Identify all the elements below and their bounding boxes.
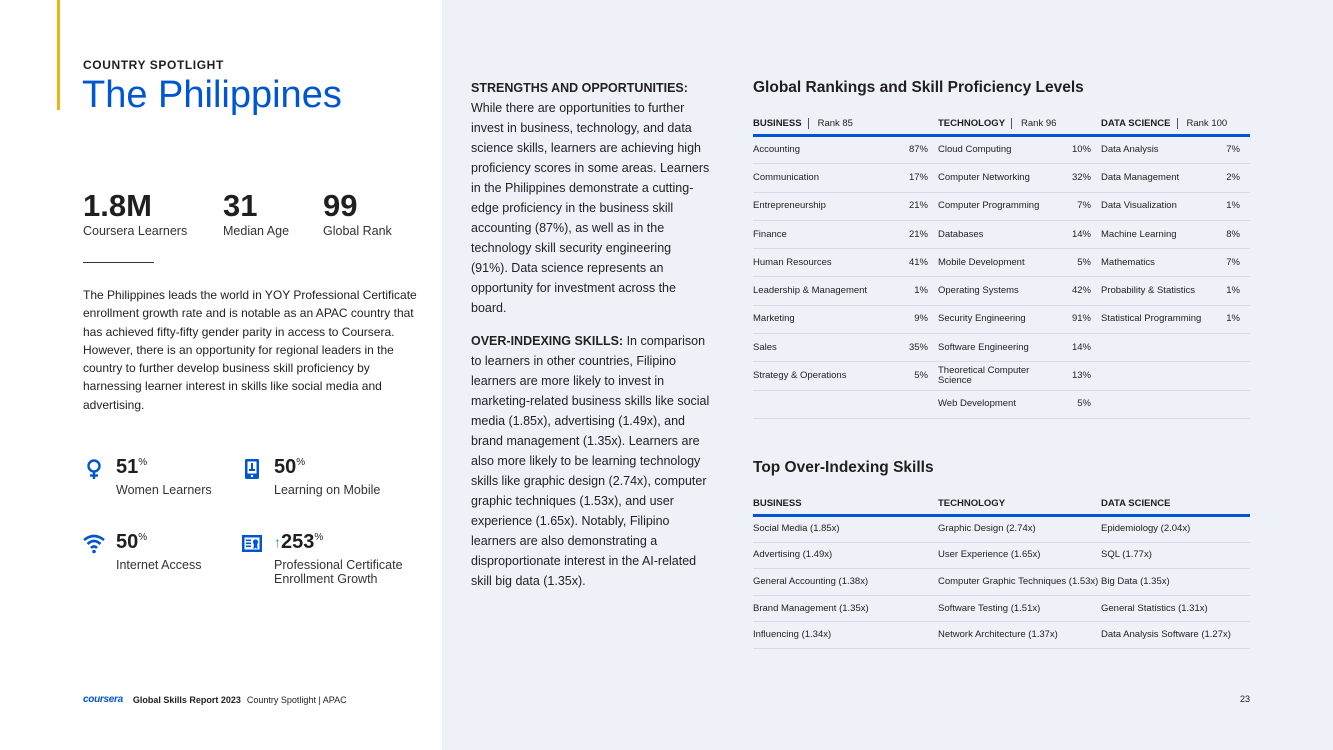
kpi-label: Women Learners bbox=[116, 483, 212, 497]
over-indexing-skill: General Accounting (1.38x) bbox=[753, 569, 938, 596]
over-indexing-skill: Social Media (1.85x) bbox=[753, 516, 938, 543]
over-indexing-skill: Network Architecture (1.37x) bbox=[938, 622, 1101, 649]
column-header: DATA SCIENCE bbox=[1101, 498, 1250, 516]
skill-name: Statistical Programming bbox=[1101, 305, 1221, 333]
female-icon bbox=[83, 458, 105, 480]
skill-proficiency: 91% bbox=[1053, 305, 1101, 333]
over-indexing-skill: Brand Management (1.35x) bbox=[753, 595, 938, 622]
column-rank: Rank 85 bbox=[808, 118, 853, 129]
skill-proficiency: 87% bbox=[883, 136, 938, 164]
certificate-icon bbox=[241, 533, 263, 555]
kpi-label: Learning on Mobile bbox=[274, 483, 381, 497]
intro-paragraph: The Philippines leads the world in YOY Professional Certificate enrollment growth rate and is notable as an APAC country that has achieved fifty-fifty gender parity in access to Coursera. However, there is an opportunity for regional leaders in the country to further develop business skill proficiency by harnessing learner interest in skills like social media and advertising. bbox=[83, 288, 417, 412]
table-row bbox=[753, 192, 1250, 220]
skill-name: Machine Learning bbox=[1101, 220, 1221, 248]
skill-name: Web Development bbox=[938, 390, 1053, 418]
table-header-row bbox=[753, 118, 1250, 136]
skill-name: Sales bbox=[753, 334, 883, 362]
table-row bbox=[753, 516, 1250, 543]
table-row bbox=[753, 569, 1250, 596]
skill-name: Mobile Development bbox=[938, 249, 1053, 277]
footer-report-title: Global Skills Report 2023 bbox=[132, 694, 241, 705]
column-header: BUSINESS bbox=[753, 498, 938, 516]
rankings-title: Global Rankings and Skill Proficiency Levels bbox=[753, 79, 1084, 96]
table-body bbox=[753, 516, 1250, 649]
skill-proficiency: 1% bbox=[1221, 277, 1250, 305]
skill-proficiency: 21% bbox=[883, 192, 938, 220]
table-row bbox=[753, 595, 1250, 622]
footer-section: Country Spotlight | APAC bbox=[246, 694, 347, 705]
column-name: BUSINESS bbox=[753, 118, 802, 129]
skill-name bbox=[1101, 390, 1221, 418]
skill-name: Operating Systems bbox=[938, 277, 1053, 305]
skill-name: Communication bbox=[753, 164, 883, 192]
column-header bbox=[1101, 118, 1250, 136]
skill-proficiency: 9% bbox=[883, 305, 938, 333]
over-indexing-skill: Influencing (1.34x) bbox=[753, 622, 938, 649]
table-row bbox=[753, 249, 1250, 277]
kpi-value: 50% bbox=[274, 456, 306, 478]
strengths-section bbox=[471, 78, 711, 318]
skill-proficiency: 5% bbox=[1053, 249, 1101, 277]
skill-proficiency bbox=[1221, 362, 1250, 390]
skill-proficiency: 10% bbox=[1053, 136, 1101, 164]
skill-proficiency: 5% bbox=[1053, 390, 1101, 418]
over-indexing-skill: SQL (1.77x) bbox=[1101, 542, 1250, 569]
skill-name bbox=[753, 390, 883, 418]
over-indexing-text: In comparison to learners in other countries, Filipino learners are more likely to invest in marketing-related business skills like social media (1.85x), advertising (1.49x), and brand management (1.35x). Learners are also more likely to be learning technology skills like graphic design (2.74x), computer graphic techniques (1.53x), and user experience (1.65x). Notably, Filipino learners are also demonstrating a disproportionate interest in the AI-related skill big data (1.35x). bbox=[471, 334, 710, 588]
skill-proficiency: 7% bbox=[1221, 136, 1250, 164]
skill-name: Data Management bbox=[1101, 164, 1221, 192]
skill-name: Finance bbox=[753, 220, 883, 248]
skill-proficiency: 7% bbox=[1053, 192, 1101, 220]
skill-proficiency: 41% bbox=[883, 249, 938, 277]
over-indexing-skill: General Statistics (1.31x) bbox=[1101, 595, 1250, 622]
skill-name: Strategy & Operations bbox=[753, 362, 883, 390]
skill-proficiency: 32% bbox=[1053, 164, 1101, 192]
skill-name: Data Analysis bbox=[1101, 136, 1221, 164]
skill-name: Leadership & Management bbox=[753, 277, 883, 305]
skill-proficiency: 7% bbox=[1221, 249, 1250, 277]
skill-name: Entrepreneurship bbox=[753, 192, 883, 220]
growth-arrow-icon: ↑ bbox=[274, 534, 281, 550]
stat-label: Global Rank bbox=[323, 224, 392, 238]
table-row bbox=[753, 362, 1250, 390]
accent-bar bbox=[57, 0, 60, 110]
skill-name: Computer Programming bbox=[938, 192, 1053, 220]
skill-proficiency: 8% bbox=[1221, 220, 1250, 248]
skill-proficiency: 1% bbox=[1221, 192, 1250, 220]
skill-name: Data Visualization bbox=[1101, 192, 1221, 220]
column-rank: Rank 96 bbox=[1011, 118, 1056, 129]
column-header bbox=[753, 118, 938, 136]
over-indexing-skill: Computer Graphic Techniques (1.53x) bbox=[938, 569, 1101, 596]
skill-proficiency: 35% bbox=[883, 334, 938, 362]
table-row bbox=[753, 220, 1250, 248]
stat-value: 99 bbox=[323, 188, 358, 223]
over-indexing-skill: User Experience (1.65x) bbox=[938, 542, 1101, 569]
table-row bbox=[753, 390, 1250, 418]
stat-value: 31 bbox=[223, 188, 258, 223]
stat-learners bbox=[83, 189, 187, 238]
skill-name: Databases bbox=[938, 220, 1053, 248]
skill-proficiency: 21% bbox=[883, 220, 938, 248]
wifi-icon bbox=[83, 533, 105, 555]
coursera-logo: coursera bbox=[83, 694, 123, 705]
kpi-value: ↑253% bbox=[274, 531, 324, 553]
skill-name: Computer Networking bbox=[938, 164, 1053, 192]
skill-proficiency: 14% bbox=[1053, 334, 1101, 362]
stat-label: Coursera Learners bbox=[83, 224, 188, 238]
skill-name: Software Engineering bbox=[938, 334, 1053, 362]
skill-proficiency: 14% bbox=[1053, 220, 1101, 248]
skill-proficiency: 1% bbox=[883, 277, 938, 305]
table-row bbox=[753, 164, 1250, 192]
skill-name bbox=[1101, 362, 1221, 390]
table-row bbox=[753, 542, 1250, 569]
page-number: 23 bbox=[1240, 694, 1251, 704]
skill-proficiency: 42% bbox=[1053, 277, 1101, 305]
over-indexing-skill: Epidemiology (2.04x) bbox=[1101, 516, 1250, 543]
kpi-label: Professional Certificate Enrollment Growth bbox=[274, 558, 403, 586]
table-row bbox=[753, 136, 1250, 164]
over-indexing-heading: OVER-INDEXING SKILLS: bbox=[471, 334, 624, 348]
over-indexing-skill: Graphic Design (2.74x) bbox=[938, 516, 1101, 543]
skill-name: Marketing bbox=[753, 305, 883, 333]
table-header-row bbox=[753, 498, 1250, 516]
stat-label: Median Age bbox=[223, 224, 290, 238]
stat-value: 1.8M bbox=[83, 188, 152, 223]
page-title: The Philippines bbox=[82, 74, 342, 116]
column-name: DATA SCIENCE bbox=[1101, 118, 1171, 129]
skill-proficiency: 2% bbox=[1221, 164, 1250, 192]
over-indexing-skill: Advertising (1.49x) bbox=[753, 542, 938, 569]
rankings-table bbox=[753, 118, 1250, 419]
eyebrow: COUNTRY SPOTLIGHT bbox=[83, 58, 224, 72]
stat-median-age bbox=[223, 189, 289, 238]
table-row bbox=[753, 277, 1250, 305]
table-body bbox=[753, 136, 1250, 419]
column-rank: Rank 100 bbox=[1177, 118, 1228, 129]
kpi-label: Internet Access bbox=[116, 558, 202, 572]
skill-name: Mathematics bbox=[1101, 249, 1221, 277]
strengths-heading: STRENGTHS AND OPPORTUNITIES: bbox=[471, 81, 688, 95]
skill-name: Human Resources bbox=[753, 249, 883, 277]
stat-global-rank bbox=[323, 189, 392, 238]
skill-name: Theoretical Computer Science bbox=[938, 362, 1053, 390]
body-text bbox=[471, 78, 711, 604]
skill-name: Accounting bbox=[753, 136, 883, 164]
table-row bbox=[753, 622, 1250, 649]
skill-name: Probability & Statistics bbox=[1101, 277, 1221, 305]
over-indexing-skill: Data Analysis Software (1.27x) bbox=[1101, 622, 1250, 649]
skill-proficiency bbox=[1221, 390, 1250, 418]
column-name: TECHNOLOGY bbox=[938, 118, 1006, 129]
skill-proficiency: 5% bbox=[883, 362, 938, 390]
skill-name bbox=[1101, 334, 1221, 362]
over-indexing-table bbox=[753, 498, 1250, 649]
column-header bbox=[938, 118, 1101, 136]
over-indexing-title: Top Over-Indexing Skills bbox=[753, 459, 934, 476]
skill-proficiency bbox=[1221, 334, 1250, 362]
skill-proficiency: 1% bbox=[1221, 305, 1250, 333]
skill-proficiency: 13% bbox=[1053, 362, 1101, 390]
table-row bbox=[753, 334, 1250, 362]
skill-proficiency: 17% bbox=[883, 164, 938, 192]
over-indexing-section bbox=[471, 331, 711, 591]
footer bbox=[83, 694, 347, 705]
divider bbox=[83, 262, 154, 263]
kpi-value: 51% bbox=[116, 456, 148, 478]
over-indexing-skill: Big Data (1.35x) bbox=[1101, 569, 1250, 596]
skill-name: Security Engineering bbox=[938, 305, 1053, 333]
kpi-value: 50% bbox=[116, 531, 148, 553]
strengths-text: While there are opportunities to further invest in business, technology, and data science skills, learners are achieving high proficiency scores in some areas. Learners in the Philippines demonstrate a cutting-edge proficiency in the business skill accounting (87%), as well as in the technology skill security engineering (91%). Data science represents an opportunity for investment across the board. bbox=[471, 101, 710, 315]
column-header: TECHNOLOGY bbox=[938, 498, 1101, 516]
skill-name: Cloud Computing bbox=[938, 136, 1053, 164]
over-indexing-skill: Software Testing (1.51x) bbox=[938, 595, 1101, 622]
skill-proficiency bbox=[883, 390, 938, 418]
mobile-icon bbox=[241, 458, 263, 480]
table-row bbox=[753, 305, 1250, 333]
